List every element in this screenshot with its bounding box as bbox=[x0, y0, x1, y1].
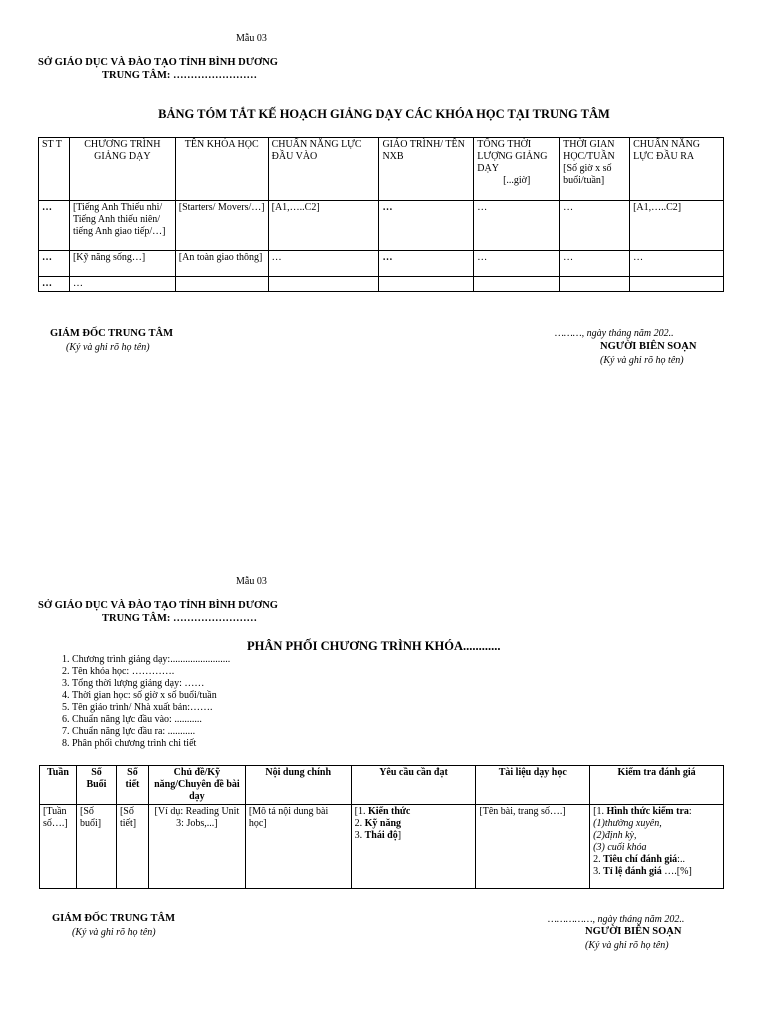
assess-label: Tiêu chí đánh giá bbox=[603, 854, 678, 865]
header-cell bbox=[560, 138, 630, 201]
assess-label: Hình thức kiểm tra bbox=[606, 806, 689, 817]
header-cell: Kiểm tra đánh giá bbox=[590, 766, 724, 805]
table-cell bbox=[630, 277, 724, 292]
header-cell: Số tiết bbox=[116, 766, 148, 805]
list-item: 6. Chuẩn năng lực đầu vào: ........... bbox=[72, 714, 230, 726]
table-cell bbox=[590, 805, 724, 889]
table-cell: … bbox=[560, 251, 630, 277]
table-cell: [Tuần số….] bbox=[40, 805, 77, 889]
list-item: 2. Tên khóa học: …………. bbox=[72, 666, 230, 678]
list-item: 3. Tổng thời lượng giảng dạy: …… bbox=[72, 678, 230, 690]
assess-suffix: : bbox=[688, 806, 692, 817]
assess-label: Tỉ lệ đánh giá bbox=[603, 866, 662, 877]
assess-prefix: 2. bbox=[593, 854, 604, 865]
assess-suffix: ….[%] bbox=[661, 866, 692, 877]
table-cell bbox=[351, 805, 476, 889]
compiler-signature-title: NGƯỜI BIÊN SOẠN bbox=[585, 926, 682, 937]
header-cell: CHUẨN NĂNG LỰC ĐẦU VÀO bbox=[268, 138, 379, 201]
compiler-signature-note: (Ký và ghi rõ họ tên) bbox=[585, 940, 669, 951]
table-header-row bbox=[40, 766, 724, 805]
table-cell: [A1,…..C2] bbox=[630, 201, 724, 251]
form-label: Mẫu 03 bbox=[236, 33, 267, 44]
course-info-list bbox=[42, 654, 230, 750]
department-name: SỞ GIÁO DỤC VÀ ĐÀO TẠO TỈNH BÌNH DƯƠNG bbox=[38, 600, 278, 611]
list-item: 4. Thời gian học: số giờ x số buổi/tuần bbox=[72, 690, 230, 702]
header-cell: Nội dung chính bbox=[245, 766, 351, 805]
table-cell: [Mô tả nội dung bài học] bbox=[245, 805, 351, 889]
requirement-line bbox=[355, 806, 473, 818]
table-cell: [An toàn giao thông] bbox=[175, 251, 268, 277]
table-cell: … bbox=[560, 201, 630, 251]
table-row bbox=[39, 277, 724, 292]
header-cell: GIÁO TRÌNH/ TÊN NXB bbox=[379, 138, 474, 201]
date-line: ………, ngày tháng năm 202.. bbox=[555, 328, 674, 339]
req-suffix: ] bbox=[397, 830, 402, 841]
table-cell bbox=[175, 277, 268, 292]
document-title: BẢNG TÓM TẮT KẾ HOẠCH GIẢNG DẠY CÁC KHÓA HỌC TẠI TRUNG TÂM bbox=[158, 107, 610, 121]
center-name: TRUNG TÂM: …………………… bbox=[102, 70, 257, 81]
header-cell-sub: [Số giờ x số buổi/tuần] bbox=[563, 163, 612, 186]
assessment-line: (3) cuối khóa bbox=[593, 842, 647, 853]
course-plan-table bbox=[38, 137, 724, 292]
assessment-line: (1)thường xuyên, bbox=[593, 818, 662, 829]
director-signature-title: GIÁM ĐỐC TRUNG TÂM bbox=[50, 328, 173, 339]
table-cell: … bbox=[630, 251, 724, 277]
table-cell: [Số tiết] bbox=[116, 805, 148, 889]
table-cell: [Số buổi] bbox=[76, 805, 116, 889]
header-cell-title: THỜI GIAN HỌC/TUẦN bbox=[563, 139, 615, 162]
table-cell bbox=[474, 277, 560, 292]
center-name: TRUNG TÂM: …………………… bbox=[102, 613, 257, 624]
assess-prefix: [1. bbox=[593, 806, 607, 817]
table-row bbox=[39, 201, 724, 251]
requirement-line bbox=[355, 818, 473, 830]
header-cell: Tuần bbox=[40, 766, 77, 805]
table-cell: … bbox=[69, 277, 175, 292]
table-cell bbox=[379, 277, 474, 292]
req-prefix: 2. bbox=[354, 818, 365, 829]
table-header-row bbox=[39, 138, 724, 201]
director-signature-note: (Ký và ghi rõ họ tên) bbox=[66, 342, 150, 353]
header-cell-title: TỔNG THỜI LƯỢNG GIẢNG DẠY bbox=[477, 139, 548, 174]
compiler-signature-note: (Ký và ghi rõ họ tên) bbox=[600, 355, 684, 366]
table-cell: [Starters/ Movers/…] bbox=[175, 201, 268, 251]
assessment-line: (2)định kỳ, bbox=[593, 830, 637, 841]
list-item: 5. Tên giáo trình/ Nhà xuất bản:……. bbox=[72, 702, 230, 714]
compiler-signature-title: NGƯỜI BIÊN SOẠN bbox=[600, 341, 697, 352]
document-title: PHÂN PHỐI CHƯƠNG TRÌNH KHÓA............ bbox=[247, 639, 501, 653]
header-cell: Chủ đề/Kỹ năng/Chuyên đề bài dạy bbox=[148, 766, 245, 805]
header-cell: CHƯƠNG TRÌNH GIẢNG DẠY bbox=[69, 138, 175, 201]
form-label: Mẫu 03 bbox=[236, 576, 267, 587]
req-label: Thái độ bbox=[364, 830, 398, 841]
req-prefix: [1. bbox=[354, 806, 368, 817]
header-cell: Tài liệu dạy học bbox=[476, 766, 590, 805]
assessment-line bbox=[593, 866, 720, 878]
table-row bbox=[40, 805, 724, 889]
req-label: Kỹ năng bbox=[364, 818, 402, 829]
table-cell: … bbox=[39, 201, 70, 251]
table-cell: … bbox=[268, 251, 379, 277]
list-item: 8. Phân phối chương trình chi tiết bbox=[72, 738, 230, 750]
director-signature-title: GIÁM ĐỐC TRUNG TÂM bbox=[52, 913, 175, 924]
assessment-line bbox=[593, 806, 720, 818]
req-label: Kiến thức bbox=[367, 806, 411, 817]
header-cell: Yêu cầu cần đạt bbox=[351, 766, 476, 805]
table-cell: … bbox=[474, 251, 560, 277]
table-cell: [Tên bài, trang số….] bbox=[476, 805, 590, 889]
requirement-line bbox=[355, 830, 473, 842]
assessment-line bbox=[593, 854, 720, 866]
table-cell: … bbox=[379, 201, 474, 251]
director-signature-note: (Ký và ghi rõ họ tên) bbox=[72, 927, 156, 938]
assess-suffix: :.. bbox=[677, 854, 685, 865]
header-cell: ST T bbox=[39, 138, 70, 201]
table-row bbox=[39, 251, 724, 277]
table-cell: [Ví dụ: Reading Unit 3: Jobs,...] bbox=[148, 805, 245, 889]
list-item: 7. Chuẩn năng lực đầu ra: ........... bbox=[72, 726, 230, 738]
table-cell: … bbox=[474, 201, 560, 251]
date-line: ……………, ngày tháng năm 202.. bbox=[548, 914, 685, 925]
table-cell bbox=[560, 277, 630, 292]
header-cell: Số Buổi bbox=[76, 766, 116, 805]
assess-prefix: 3. bbox=[593, 866, 604, 877]
table-cell: … bbox=[39, 251, 70, 277]
header-cell: TÊN KHÓA HỌC bbox=[175, 138, 268, 201]
table-cell: … bbox=[39, 277, 70, 292]
table-cell: … bbox=[379, 251, 474, 277]
header-cell-sub: [...giờ] bbox=[503, 175, 531, 186]
curriculum-table bbox=[39, 765, 724, 889]
table-cell: [Tiếng Anh Thiếu nhi/ Tiếng Anh thiếu niên/ tiếng Anh giao tiếp/…] bbox=[69, 201, 175, 251]
table-cell bbox=[268, 277, 379, 292]
table-cell: [A1,…..C2] bbox=[268, 201, 379, 251]
department-name: SỞ GIÁO DỤC VÀ ĐÀO TẠO TỈNH BÌNH DƯƠNG bbox=[38, 57, 278, 68]
list-item: 1. Chương trình giảng dạy:........................ bbox=[72, 654, 230, 666]
req-prefix: 3. bbox=[354, 830, 365, 841]
table-cell: [Kỹ năng sống…] bbox=[69, 251, 175, 277]
header-cell: CHUẨN NĂNG LỰC ĐẦU RA bbox=[630, 138, 724, 201]
header-cell bbox=[474, 138, 560, 201]
